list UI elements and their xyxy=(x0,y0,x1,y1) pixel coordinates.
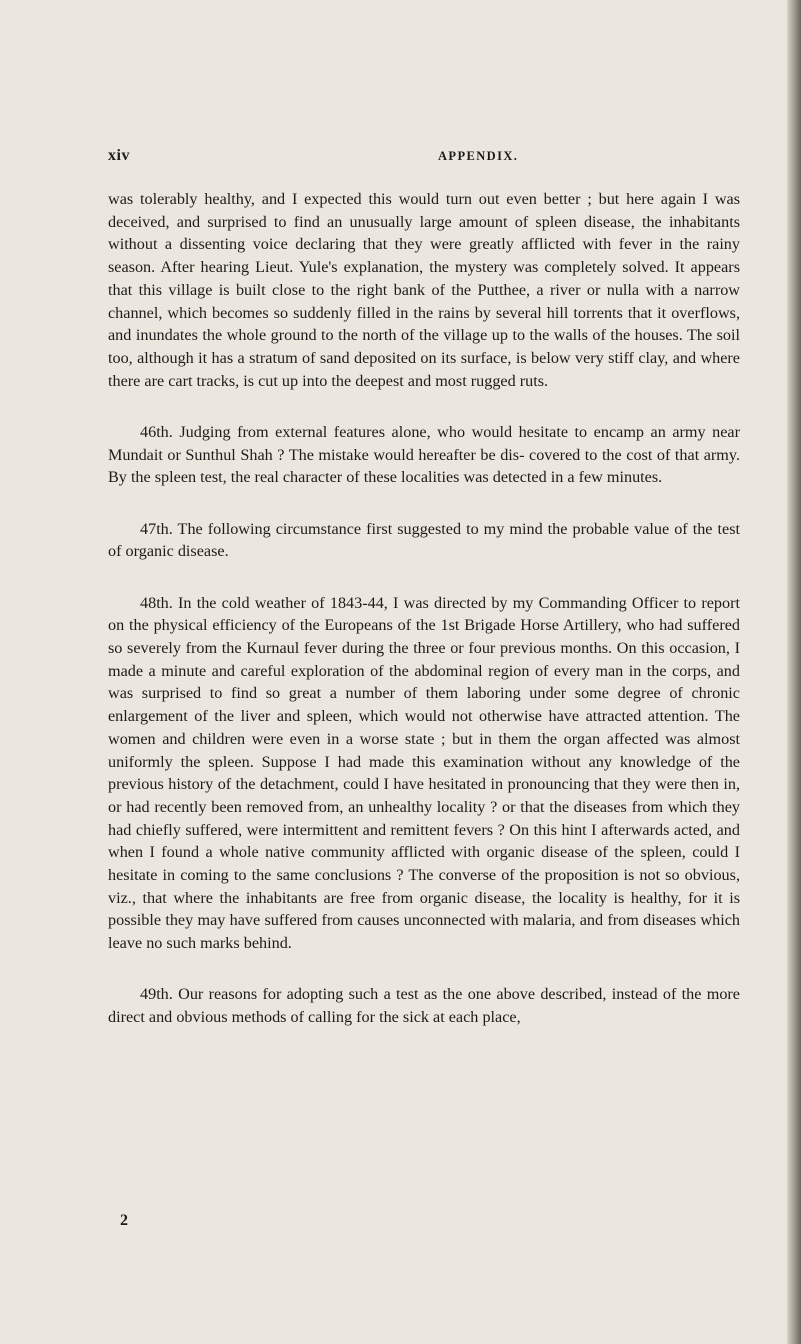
paragraph-48th: 48th. In the cold weather of 1843-44, I was directed by my Commanding Officer to report on the physical efficiency of the Europeans of the 1st Brigade Horse Artillery, who had suffered so severely from the Kurnaul fever during the three or four previous months. On this occasion, I made a minute and careful exploration of the abdominal region of every man in the corps, and was surprised to find so great a number of them laboring under some degree of chronic enlargement of the liver and spleen, which would not otherwise have attracted attention. The women and children were even in a worse state ; but in them the organ affected was almost uniformly the spleen. Suppose I had made this examination without any knowledge of the previous history of the detachment, could I have hesitated in pronouncing that they were then in, or had recently been removed from, an unhealthy locality ? or that the diseases from which they had chiefly suffered, were intermittent and remittent fevers ? On this hint I afterwards acted, and when I found a whole native community afflicted with organic disease of the spleen, could I hesitate in coming to the same conclusions ? The converse of the proposition is not so obvious, viz., that where the inhabitants are free from organic disease, the locality is healthy, for it is possible they may have suffered from causes unconnected with malaria, and from diseases which leave no such marks behind. xyxy=(108,593,740,953)
page-edge-shadow xyxy=(787,0,801,1344)
paragraph-continuation: was tolerably healthy, and I expected this would turn out even better ; but here again I was deceived, and surprised to find an unusually large amount of spleen disease, the inhabitants without a dissenting voice declaring that they were greatly afflicted with fever in the rainy season. After hearing Lieut. Yule's explanation, the mystery was completely solved. It appears that this village is built close to the right bank of the Putthee, a river or nulla with a narrow channel, which becomes so suddenly filled in the rains by several hill torrents that it overflows, and inundates the whole ground to the north of the village up to the walls of the houses. The soil too, although it has a stratum of sand deposited on its surface, is below very stiff clay, and where there are cart tracks, is cut up into the deepest and most rugged ruts. xyxy=(108,190,740,390)
signature-mark: 2 xyxy=(120,1212,128,1229)
body-text xyxy=(108,188,740,1029)
paragraph-47th: 47th. The following circumstance first suggested to my mind the probable value of the test of organic disease. xyxy=(108,519,740,561)
paragraph-49th: 49th. Our reasons for adopting such a test as the one above described, instead of the more direct and obvious methods of calling for the sick at each place, xyxy=(108,985,740,1027)
page-number: xiv xyxy=(108,147,130,164)
paragraph-46th: 46th. Judging from external features alone, who would hesitate to encamp an army near Mundait or Sunthul Shah ? The mistake would hereafter be dis- covered to the cost of that army. By the spleen test, the real character of these localities was detected in a few minutes. xyxy=(108,422,740,487)
running-head: APPENDIX. xyxy=(438,149,519,163)
page-header xyxy=(108,147,708,169)
